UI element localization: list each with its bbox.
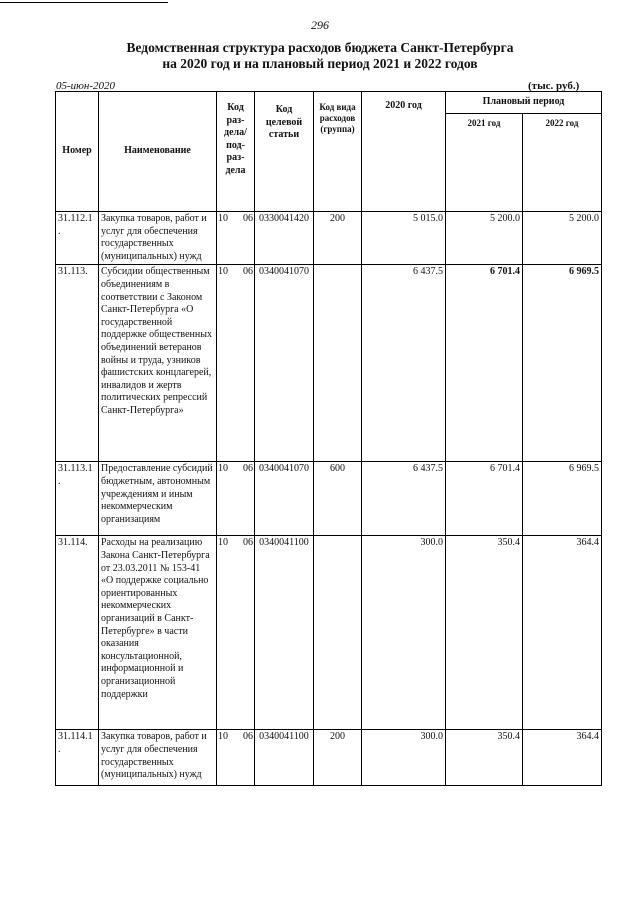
header-vid: Код вида расходов (группа) <box>314 92 362 212</box>
row-name: Субсидии общественным объединениям в соответствии с Законом Санкт-Петербурга «О государственной поддержке общественных объединений ветеранов войны и труда, узников фашистских концлагерей, инвалидов и жертв политических репрессий Санкт-Петербурга» <box>99 265 217 462</box>
row-2020: 300.0 <box>362 730 446 786</box>
row-2020: 6 437.5 <box>362 462 446 536</box>
expenditure-table <box>55 91 602 786</box>
header-razdel: Код раз-дела/ под-раз-дела <box>217 92 255 212</box>
row-name: Расходы на реализацию Закона Санкт-Петербурга от 23.03.2011 № 153-41 «О поддержке социально ориентированных некоммерческих организаций в Санкт-Петербурге» в части оказания консультационной, информационной и организационной поддержки <box>99 536 217 730</box>
table-row <box>56 462 602 536</box>
row-2020: 300.0 <box>362 536 446 730</box>
row-code: 0340041070 <box>255 265 314 462</box>
row-code: 0340041070 <box>255 462 314 536</box>
row-vid <box>314 265 362 462</box>
row-razdel: 10 06 <box>217 265 255 462</box>
row-number: 31.114. <box>56 536 99 730</box>
row-name: Предоставление субсидий бюджетным, автономным учреждениям и иным некоммерческим организациям <box>99 462 217 536</box>
row-code: 0330041420 <box>255 212 314 265</box>
row-vid: 200 <box>314 730 362 786</box>
row-code: 0340041100 <box>255 536 314 730</box>
header-celevoi: Код целевой статьи <box>255 92 314 212</box>
header-name: Наименование <box>99 92 217 212</box>
row-number: 31.114.1 . <box>56 730 99 786</box>
table-row <box>56 730 602 786</box>
units-label: (тыс. руб.) <box>528 80 580 92</box>
row-2020: 5 015.0 <box>362 212 446 265</box>
row-2021: 350.4 <box>446 730 523 786</box>
row-2022: 6 969.5 <box>523 462 602 536</box>
row-number: 31.113.1 . <box>56 462 99 536</box>
table-row <box>56 265 602 462</box>
document-date: 05-июн-2020 <box>56 80 116 92</box>
row-2021: 350.4 <box>446 536 523 730</box>
page-number: 296 <box>311 18 329 32</box>
row-2022: 5 200.0 <box>523 212 602 265</box>
title-line-2: на 2020 год и на плановый период 2021 и 2022 годов <box>162 56 478 71</box>
row-2021: 6 701.4 <box>446 462 523 536</box>
row-2022: 364.4 <box>523 536 602 730</box>
row-vid: 600 <box>314 462 362 536</box>
row-number: 31.112.1 . <box>56 212 99 265</box>
row-razdel: 10 06 <box>217 730 255 786</box>
header-2021: 2021 год <box>446 114 523 212</box>
table-row <box>56 212 602 265</box>
row-2022: 6 969.5 <box>523 265 602 462</box>
table-row <box>56 536 602 730</box>
row-vid: 200 <box>314 212 362 265</box>
header-plan-period: Плановый период <box>446 92 602 114</box>
row-2020: 6 437.5 <box>362 265 446 462</box>
row-code: 0340041100 <box>255 730 314 786</box>
header-number: Номер <box>56 92 99 212</box>
row-razdel: 10 06 <box>217 536 255 730</box>
row-vid <box>314 536 362 730</box>
row-name: Закупка товаров, работ и услуг для обеспечения государственных (муниципальных) нужд <box>99 212 217 265</box>
row-number: 31.113. <box>56 265 99 462</box>
title-line-1: Ведомственная структура расходов бюджета Санкт-Петербурга <box>126 40 514 55</box>
document-title <box>0 40 640 72</box>
header-2020: 2020 год <box>362 92 446 212</box>
row-razdel: 10 06 <box>217 212 255 265</box>
row-2021: 5 200.0 <box>446 212 523 265</box>
header-2022: 2022 год <box>523 114 602 212</box>
scan-edge-line <box>0 2 168 3</box>
row-2021: 6 701.4 <box>446 265 523 462</box>
row-razdel: 10 06 <box>217 462 255 536</box>
row-2022: 364.4 <box>523 730 602 786</box>
row-name: Закупка товаров, работ и услуг для обеспечения государственных (муниципальных) нужд <box>99 730 217 786</box>
